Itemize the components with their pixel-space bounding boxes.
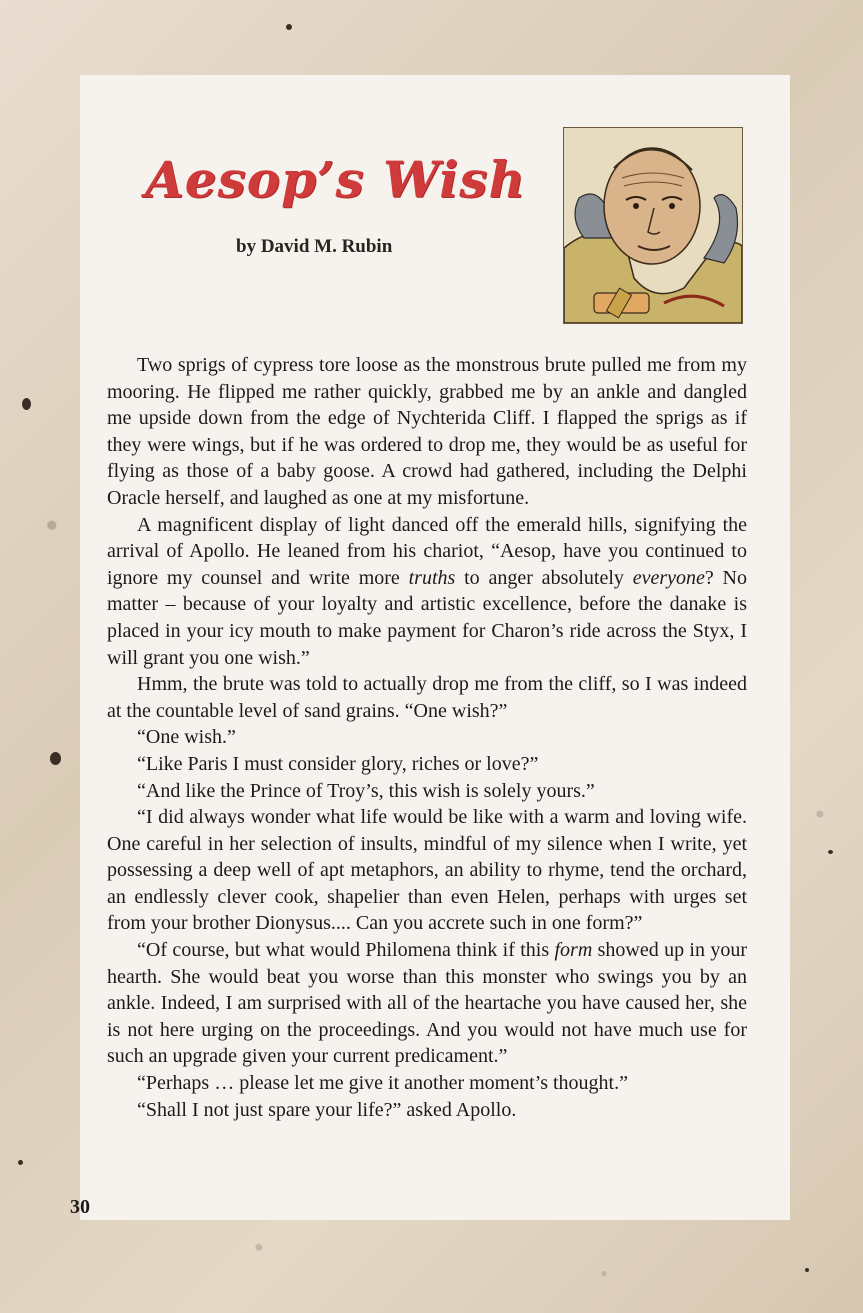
italic-text: form (554, 939, 593, 962)
story-paragraph (107, 671, 747, 724)
paper-speck (828, 850, 833, 854)
paper-speck (50, 752, 61, 765)
paragraph-text: “Like Paris I must consider glory, riches or love?” (137, 752, 539, 775)
paper-speck (805, 1268, 809, 1272)
story-paragraph (107, 1097, 747, 1124)
story-paragraph (107, 804, 747, 937)
paragraph-text: ? No matter – because of your loyalty and artistic excellence, before the danake is placed in your icy mouth to make payment for Charon’s ride across the Styx, I will grant you one wish.” (107, 566, 747, 669)
italic-text: truths (408, 566, 456, 589)
paragraph-text: “Of course, but what would Philomena think if this (137, 939, 555, 962)
aesop-portrait-illustration (563, 127, 743, 324)
paragraph-text: “And like the Prince of Troy’s, this wish is solely yours.” (137, 779, 595, 802)
paragraph-text: to anger absolutely (455, 566, 633, 589)
paragraph-text: Two sprigs of cypress tore loose as the monstrous brute pulled me from my mooring. He flipped me rather quickly, grabbed me by an ankle and dangled me upside down from the edge of Nychterida Cliff. I flapped the sprigs as if they were wings, but if he was ordered to drop me, they would be as useful for flying as those of a baby goose. A crowd had gathered, including the Delphi Oracle herself, and laughed as one at my misfortune. (107, 354, 747, 509)
story-paragraph (107, 778, 747, 805)
story-paragraph (107, 512, 747, 672)
paragraph-text: “I did always wonder what life would be like with a warm and loving wife. One careful in her selection of insults, mindful of my silence when I write, yet possessing a deep well of apt metaphors, an ability to rhyme, tend the orchard, an endlessly clever cook, shapelier than even Helen, perhaps with urges set from your brother Dionysus.... Can you accrete such in one form?” (107, 806, 747, 935)
paragraph-text: showed up in your hearth. She would beat you worse than this monster who swings you by an ankle. Indeed, I am surprised with all of the heartache you have caused her, she is not here urging on the proceedings. And you would not have much use for such an upgrade given your current predicament.” (107, 939, 747, 1068)
story-paragraph (107, 1070, 747, 1097)
story-body (107, 352, 747, 1123)
story-title: Aesop’s Wish (145, 150, 526, 209)
paragraph-text: A magnificent display of light danced off the emerald hills, signifying the arrival of Apollo. He leaned from his chariot, “Aesop, have you continued to ignore my counsel and write more (107, 513, 747, 589)
paper-speck (22, 398, 31, 410)
page-number: 30 (70, 1196, 90, 1218)
italic-text: everyone (632, 566, 705, 589)
paragraph-text: Hmm, the brute was told to actually drop me from the cliff, so I was indeed at the countable level of sand grains. “One wish?” (107, 673, 747, 722)
paper-speck (18, 1160, 23, 1165)
story-paragraph (107, 352, 747, 512)
story-paragraph (107, 937, 747, 1070)
paper-speck (286, 24, 292, 30)
paragraph-text: “Perhaps … please let me give it another moment’s thought.” (137, 1072, 628, 1095)
byline: by David M. Rubin (236, 236, 393, 257)
paragraph-text: “One wish.” (137, 726, 236, 749)
story-paragraph (107, 724, 747, 751)
paragraph-text: “Shall I not just spare your life?” asked Apollo. (137, 1098, 517, 1121)
story-paragraph (107, 751, 747, 778)
